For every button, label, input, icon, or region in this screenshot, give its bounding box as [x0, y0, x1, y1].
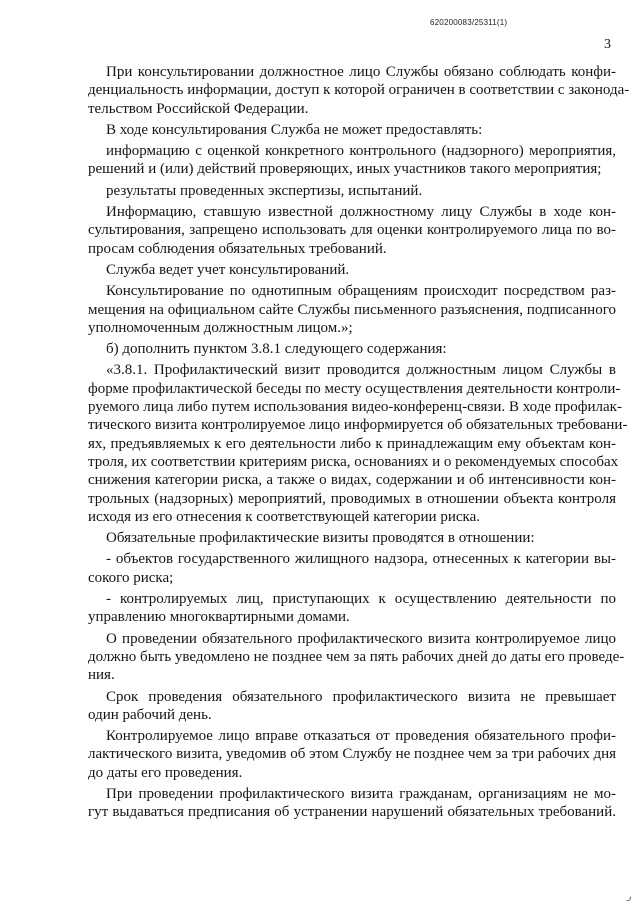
text-line: тического визита контролируемое лицо информируется об обязательных требовани- [88, 417, 628, 434]
text-line: руемого лица либо путем использования видео-конференц-связи. В ходе профилак- [88, 399, 622, 416]
text-line: просам соблюдения обязательных требований. [88, 240, 387, 257]
paragraph [88, 688, 616, 725]
text-line: снижения категории риска, а также о видах, содержании и об интенсивности кон- [88, 472, 616, 489]
text-line: мещения на официальном сайте Службы письменного разъяснения, подписанного [88, 301, 616, 318]
text-line: При проведении профилактического визита гражданам, организациям не мо- [106, 785, 616, 802]
text-line: решений и (или) действий проверяющих, иных участников такого мероприятия; [88, 161, 602, 178]
paragraph [88, 203, 616, 258]
text-line: уполномоченным должностным лицом.»; [88, 319, 353, 336]
page-number: 3 [604, 37, 611, 52]
text-line: Служба ведет учет консультирований. [106, 261, 350, 278]
text-line: Консультирование по однотипным обращениям происходит посредством раз- [106, 283, 616, 300]
text-line: - контролируемых лиц, приступающих к осуществлению деятельности по [106, 591, 616, 608]
paragraph [88, 121, 616, 139]
paragraph [88, 63, 630, 118]
text-line: информацию с оценкой конкретного контрольного (надзорного) мероприятия, [106, 143, 616, 160]
text-line: гут выдаваться предписания об устранении нарушений обязательных требований. [88, 804, 616, 821]
paragraph [88, 340, 616, 358]
paragraph [88, 529, 616, 547]
document-body [88, 63, 630, 822]
text-line: один рабочий день. [88, 706, 212, 723]
margin-mark: ر [627, 891, 632, 901]
text-line: Срок проведения обязательного профилактического визита не превышает [106, 688, 616, 705]
text-line: денциальность информации, доступ к которой ограничен в соответствии с законода- [88, 82, 630, 99]
text-line: Контролируемое лицо вправе отказаться от проведения обязательного профи- [106, 728, 616, 745]
text-line: исходя из его отнесения к соответствующей категории риска. [88, 508, 480, 525]
text-line: до даты его проведения. [88, 764, 243, 781]
document-id: 620200083/25311(1) [430, 18, 508, 27]
text-line: б) дополнить пунктом 3.8.1 следующего содержания: [106, 341, 447, 358]
text-line: - объектов государственного жилищного надзора, отнесенных к категории вы- [106, 551, 616, 568]
paragraph [88, 182, 616, 200]
text-line: результаты проведенных экспертизы, испытаний. [106, 182, 423, 199]
paragraph [88, 142, 616, 179]
text-line: форме профилактической беседы по месту осуществления деятельности контроли- [88, 380, 621, 397]
paragraph [88, 550, 616, 587]
paragraph [88, 630, 625, 685]
text-line: В ходе консультирования Служба не может предоставлять: [106, 121, 483, 138]
paragraph [88, 727, 616, 782]
text-line: лактического визита, уведомив об этом Службу не позднее чем за три рабочих дня [88, 746, 617, 763]
text-line: Обязательные профилактические визиты проводятся в отношении: [106, 530, 535, 547]
text-line: сокого риска; [88, 569, 174, 586]
paragraph [88, 261, 616, 279]
paragraph [88, 590, 616, 627]
text-line: трольных (надзорных) мероприятий, проводимых в отношении объекта контроля [88, 490, 616, 507]
paragraph [88, 785, 616, 822]
text-line: ния. [88, 667, 115, 684]
text-line: троля, их соответствии критериям риска, основаниях и о рекомендуемых способах [88, 453, 619, 470]
text-line: управлению многоквартирными домами. [88, 609, 350, 626]
text-line: сультирования, запрещено использовать для оценки контролируемого лица по во- [88, 222, 616, 239]
paragraph [88, 282, 616, 337]
text-line: тельством Российской Федерации. [88, 100, 309, 117]
text-line: должно быть уведомлено не позднее чем за пять рабочих дней до даты его проведе- [88, 648, 625, 665]
paragraph [88, 361, 628, 526]
text-line: «3.8.1. Профилактический визит проводится должностным лицом Службы в [106, 362, 616, 379]
text-line: При консультировании должностное лицо Службы обязано соблюдать конфи- [106, 64, 616, 80]
text-line: О проведении обязательного профилактического визита контролируемое лицо [106, 630, 616, 647]
text-line: ях, предъявляемых к его деятельности либо к принадлежащим ему объектам кон- [88, 435, 616, 452]
text-line: Информацию, ставшую известной должностному лицу Службы в ходе кон- [106, 204, 616, 221]
